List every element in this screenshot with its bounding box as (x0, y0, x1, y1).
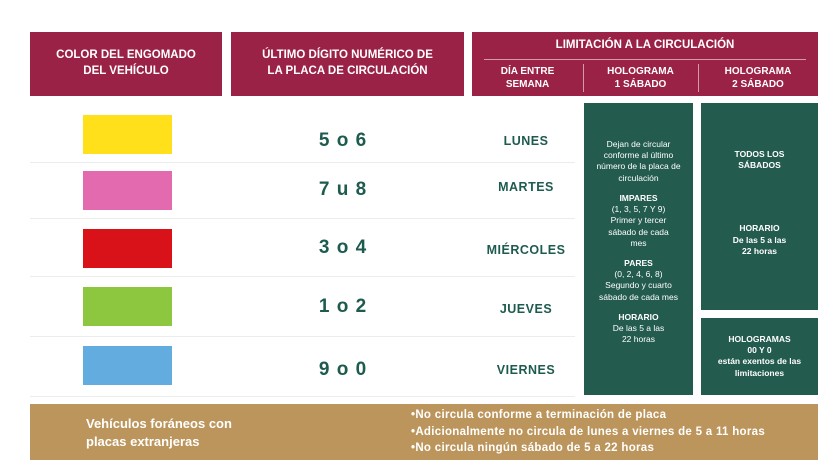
header-color (30, 32, 222, 96)
plate-digits: 7 u 8 (318, 179, 368, 200)
header-digit (231, 32, 464, 96)
plate-digits: 9 o 0 (318, 359, 368, 380)
holo1-intro: Dejan de circular conforme al último número de la placa de circulación (596, 139, 681, 183)
holo1-impares-title: IMPARES (619, 192, 658, 203)
header-limitation (472, 32, 818, 96)
row-separator (30, 396, 575, 397)
row-separator (30, 218, 575, 219)
holo1-horario-text: De las 5 a las 22 horas (612, 323, 665, 345)
header-color-label: COLOR DEL ENGOMADO DEL VEHÍCULO (56, 49, 196, 77)
exempt-text: están exentos de las limitaciones (717, 356, 802, 378)
footer-foreign-label: Vehículos foráneos con placas extranjeras (86, 416, 232, 449)
foreign-vehicles-footer (30, 404, 818, 460)
holo1-panel (584, 103, 693, 395)
weekday-label: MARTES (498, 180, 554, 194)
holo1-pares-digits: (0, 2, 4, 6, 8) (614, 269, 663, 280)
sticker-color-blue (83, 346, 172, 385)
exempt-title: HOLOGRAMAS 00 Y 0 (728, 334, 791, 356)
holo1-pares-title: PARES (624, 257, 653, 268)
holo2-all-saturdays: TODOS LOS SÁBADOS (734, 149, 785, 171)
plate-digits: 1 o 2 (318, 296, 368, 317)
footer-rules (411, 407, 816, 457)
sticker-color-pink (83, 171, 172, 210)
weekday-label: VIERNES (496, 363, 556, 377)
weekday-label: LUNES (503, 134, 549, 148)
footer-rule: •Adicionalmente no circula de lunes a viernes de 5 a 11 horas (411, 425, 766, 438)
header-holo2-label: HOLOGRAMA 2 SÁBADO (724, 65, 792, 90)
sticker-color-yellow (83, 115, 172, 154)
header-limitation-underline (484, 59, 806, 60)
header-day-label: DÍA ENTRE SEMANA (500, 65, 555, 90)
header-digit-label: ÚLTIMO DÍGITO NUMÉRICO DE LA PLACA DE CIRCULACIÓN (262, 49, 433, 77)
holo2-horario-text: De las 5 a las 22 horas (732, 234, 787, 256)
weekday-label: MIÉRCOLES (486, 243, 566, 257)
exempt-panel (701, 318, 818, 395)
sticker-color-red (83, 229, 172, 268)
row-separator (30, 276, 575, 277)
holo1-horario-title: HORARIO (618, 311, 659, 322)
plate-digits: 3 o 4 (318, 237, 368, 258)
holo2-panel (701, 103, 818, 310)
sticker-color-green (83, 287, 172, 326)
footer-rule: •No circula ningún sábado de 5 a 22 horas (411, 442, 655, 455)
plate-digits: 5 o 6 (318, 130, 368, 151)
holo1-impares-text: Primer y tercer sábado de cada mes (608, 215, 669, 248)
holo2-horario-title: HORARIO (739, 223, 780, 234)
header-limitation-label: LIMITACIÓN A LA CIRCULACIÓN (555, 38, 735, 51)
weekday-label: JUEVES (499, 302, 553, 316)
holo1-impares-digits: (1, 3, 5, 7 Y 9) (611, 204, 666, 215)
footer-rule: •No circula conforme a terminación de placa (411, 409, 667, 421)
holo1-pares-text: Segundo y cuarto sábado de cada mes (599, 280, 678, 302)
header-holo1-label: HOLOGRAMA 1 SÁBADO (607, 65, 674, 90)
row-separator (30, 336, 575, 337)
row-separator (30, 162, 575, 163)
